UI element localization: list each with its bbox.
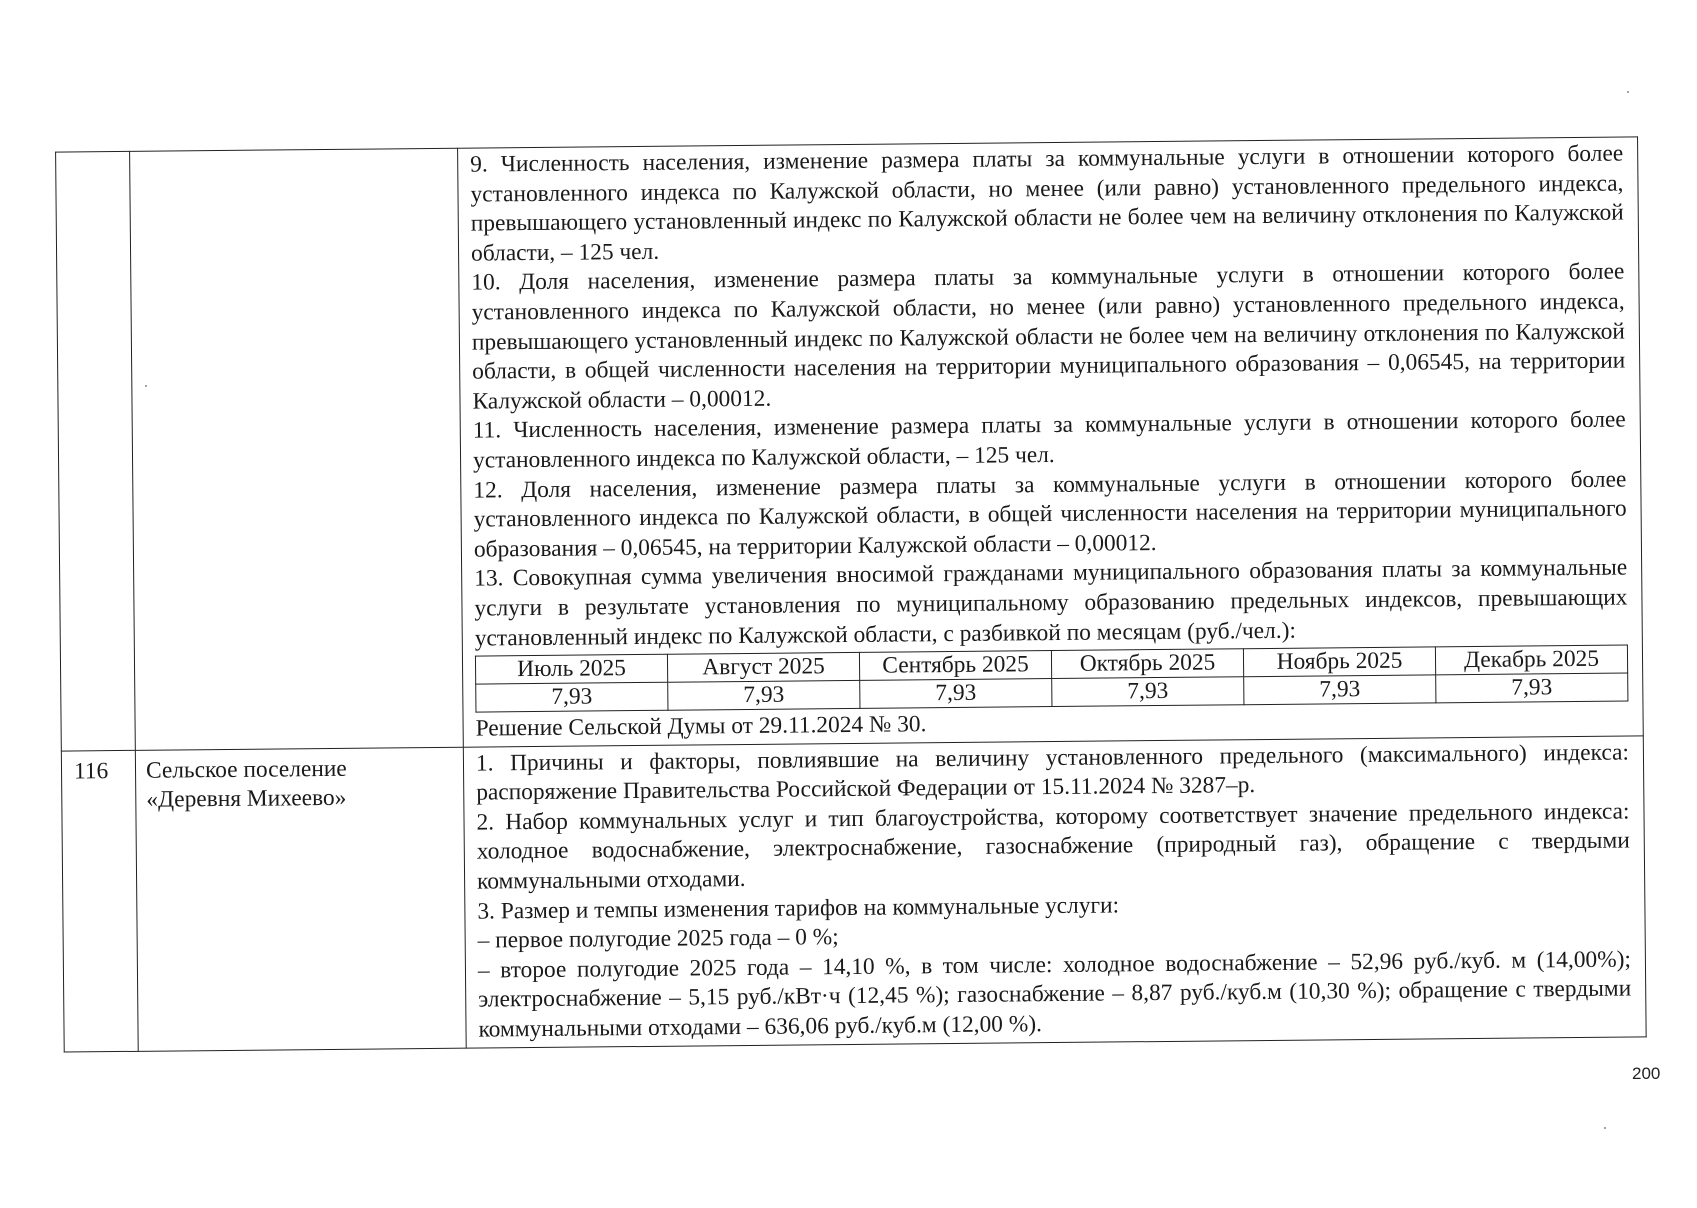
month-value: 7,93 [1052, 677, 1244, 707]
table-row [56, 137, 1644, 751]
scan-speck [1627, 91, 1629, 93]
paragraph-3: 3. Размер и темпы изменения тарифов на коммунальные услуги: [477, 892, 1120, 925]
month-header: Июль 2025 [475, 654, 667, 684]
row-number-cell [56, 151, 136, 750]
row-number-cell: 116 [61, 750, 138, 1052]
municipality-name-cell [130, 148, 464, 750]
paragraph-1: 1. Причины и факторы, повлиявшие на величину установленного предельного (максимального) индекса: распоряжение Правительства Российской Федерации от 15.11.2024 № 3287–р. [475, 739, 1630, 806]
monthly-increase-table [475, 645, 1628, 713]
month-value: 7,93 [476, 682, 668, 712]
tariff-first-half: – первое полугодие 2025 года – 0 %; [477, 924, 839, 954]
month-header: Октябрь 2025 [1051, 649, 1243, 679]
paragraph-9: 9. Численность населения, изменение размера платы за коммунальные услуги в отношении которого более установленного индекса по Калужской области, но менее (или равно) установленного предельного индекса, превышающего установленный индекс по Калужской области не более чем на величину отклонения по Калужской области, – 125 чел. [470, 140, 1624, 267]
main-table [55, 136, 1647, 1052]
paragraph-13: 13. Совокупная сумма увеличения вносимой гражданами муниципального образования платы за коммунальные услуги в результате установления по муниципальному образованию предельных индексов, превышающих установленный индекс по Калужской области, с разбивкой по месяцам (руб./чел.): [474, 554, 1628, 652]
municipality-name-line: Сельское поселение [145, 755, 347, 784]
month-header: Ноябрь 2025 [1243, 647, 1435, 677]
paragraph-12: 12. Доля населения, изменение размера платы за коммунальные услуги в отношении которого более установленного индекса по Калужской области, в общей численности населения на территории муниципального образования – 0,06545, на территории Калужской области – 0,00012. [473, 466, 1627, 563]
scan-speck [1604, 1127, 1606, 1129]
month-value: 7,93 [668, 680, 860, 710]
month-header: Август 2025 [667, 652, 859, 682]
table-row [61, 736, 1646, 1052]
municipality-name-line: «Деревня Михеево» [146, 784, 347, 813]
page-number: 200 [1632, 1064, 1661, 1083]
paragraph-2: 2. Набор коммунальных услуг и тип благоустройства, которому соответствует значение предельного индекса: холодное водоснабжение, электроснабжение, газоснабжение (природный газ), обращение с твердыми коммунальными отходами. [476, 798, 1630, 895]
month-value: 7,93 [1244, 675, 1436, 705]
paragraph-10: 10. Доля населения, изменение размера платы за коммунальные услуги в отношении которого более установленного индекса по Калужской области, но менее (или равно) установленного предельного индекса, превышающего установленный индекс по Калужской области не более чем на величину отклонения по Калужской области, в общей численности населения на территории муниципального образования – 0,06545, на территории Калужской области – 0,00012. [471, 258, 1626, 415]
month-header: Сентябрь 2025 [859, 651, 1051, 681]
row-content-cell [463, 736, 1646, 1048]
month-value: 7,93 [1436, 673, 1628, 703]
municipality-name-cell [135, 747, 466, 1051]
row-content-cell [458, 137, 1644, 747]
decision-reference: Решение Сельской Думы от 29.11.2024 № 30. [475, 711, 927, 742]
scan-speck [145, 385, 147, 387]
month-header: Декабрь 2025 [1435, 645, 1627, 675]
tariff-second-half: – второе полугодие 2025 года – 14,10 %, в том числе: холодное водоснабжение – 52,96 руб./куб. м (14,00%); электроснабжение – 5,15 руб./кВт·ч (12,45 %); газоснабжение – 8,87 руб./куб.м (10,30 %); обращение с твердыми коммунальными отходами – 636,06 руб./куб.м (12,00 %). [477, 946, 1632, 1043]
month-value: 7,93 [860, 679, 1052, 709]
paragraph-11: 11. Численность населения, изменение размера платы за коммунальные услуги в отношении которого более установленного индекса по Калужской области, – 125 чел. [472, 406, 1626, 474]
